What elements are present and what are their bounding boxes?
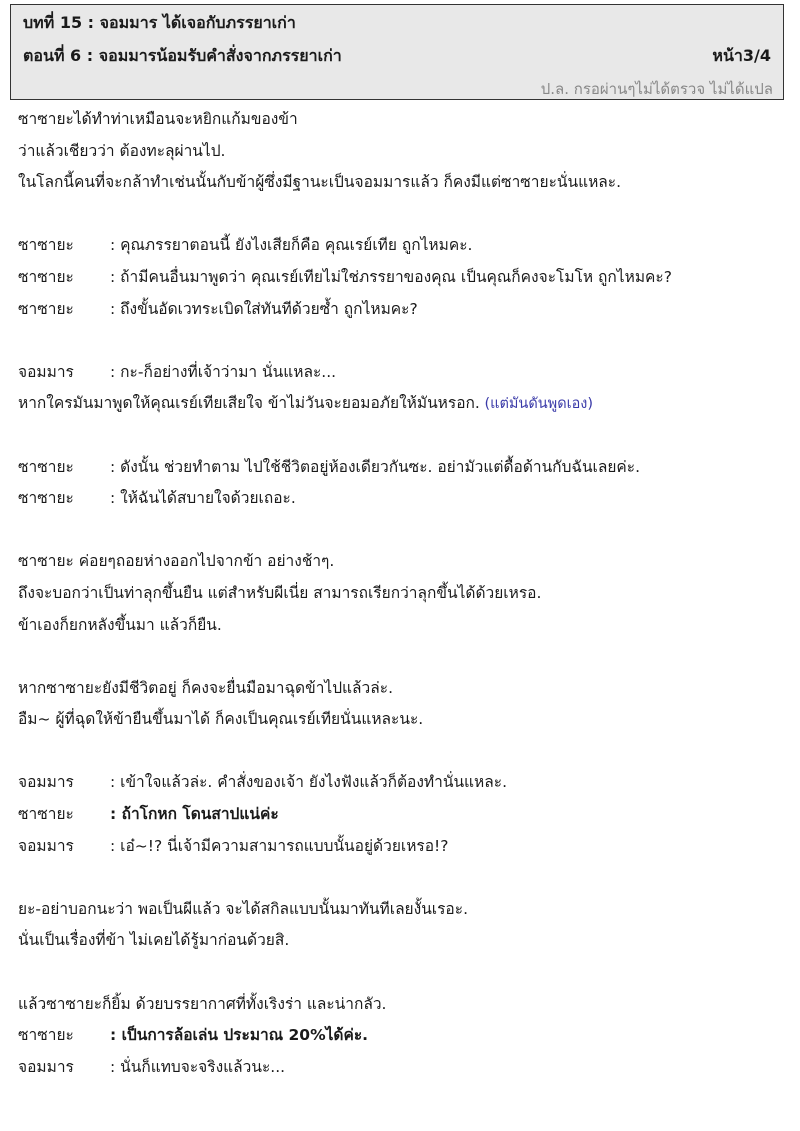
line-text: ในโลกนี้คนที่จะกล้าทำเช่นนั้นกับข้าผู้ซึ่งมีฐานะเป็นจอมมารแล้ว ก็คงมีแต่ซาซายะนั่นแหละ. bbox=[18, 173, 622, 192]
line-text: หากซาซายะยังมีชีวิตอยู่ ก็คงจะยื่นมือมาฉุดข้าไปแล้วล่ะ. bbox=[18, 678, 393, 697]
line-text: : ถ้าโกหก โดนสาปแน่ค่ะ bbox=[110, 805, 279, 824]
speaker-name: ซาซายะ bbox=[18, 236, 74, 255]
line-text: แล้วซาซายะก็ยิ้ม ด้วยบรรยากาศที่ทั้งเริงร่า และน่ากลัว. bbox=[18, 994, 387, 1013]
narration-line bbox=[18, 136, 788, 168]
line-text: ถึงจะบอกว่าเป็นท่าลุกขึ้นยืน แต่สำหรับผีเนี่ย สามารถเรียกว่าลุกขึ้นได้ด้วยเหรอ. bbox=[18, 583, 542, 602]
narration-line bbox=[18, 894, 788, 926]
narration-line bbox=[18, 610, 788, 642]
dialogue-line bbox=[18, 294, 788, 326]
line-text: : กะ-ก็อย่างที่เจ้าว่ามา นั่นแหละ... bbox=[110, 362, 337, 381]
chapter-header bbox=[10, 4, 784, 100]
line-text: ซาซายะ ค่อยๆถอยห่างออกไปจากข้า อย่างช้าๆ. bbox=[18, 552, 335, 571]
narration-line bbox=[18, 704, 788, 736]
speaker-name: จอมมาร bbox=[18, 773, 74, 792]
blank-line bbox=[18, 736, 788, 768]
line-text: : ถ้ามีคนอื่นมาพูดว่า คุณเรย์เทียไม่ใช่ภรรยาของคุณ เป็นคุณก็คงจะโมโห ถูกไหมคะ? bbox=[110, 267, 672, 286]
narration-line bbox=[18, 546, 788, 578]
speaker-name: ซาซายะ bbox=[18, 457, 74, 476]
blank-line bbox=[18, 515, 788, 547]
narration-line bbox=[18, 388, 788, 420]
line-text: : ถึงขั้นอัดเวทระเบิดใส่ทันทีด้วยซ้ำ ถูกไหมคะ? bbox=[110, 299, 418, 318]
narration-line bbox=[18, 925, 788, 957]
speaker-name: ซาซายะ bbox=[18, 805, 74, 824]
dialogue-line bbox=[18, 1052, 788, 1084]
blank-line bbox=[18, 325, 788, 357]
chapter-title: บทที่ 15 : จอมมาร ได้เจอกับภรรยาเก่า bbox=[23, 13, 296, 32]
line-text: นั่นเป็นเรื่องที่ข้า ไม่เคยได้รู้มาก่อนด้วยสิ. bbox=[18, 931, 290, 950]
speaker-name: ซาซายะ bbox=[18, 489, 74, 508]
dialogue-line bbox=[18, 230, 788, 262]
dialogue-line bbox=[18, 483, 788, 515]
line-text: : เอ๋~!? นี่เจ้ามีความสามารถแบบนั้นอยู่ด้วยเหรอ!? bbox=[110, 836, 449, 855]
translator-note: ป.ล. กรอผ่านๆไม่ได้ตรวจ ไม่ได้แปล bbox=[540, 80, 773, 98]
line-text: ยะ-อย่าบอกนะว่า พอเป็นผีแล้ว จะได้สกิลแบบนั้นมาทันทีเลยงั้นเรอะ. bbox=[18, 899, 468, 918]
narration-line bbox=[18, 673, 788, 705]
blank-line bbox=[18, 199, 788, 231]
line-text: : เข้าใจแล้วล่ะ. คำสั่งของเจ้า ยังไงฟังแล้วก็ต้องทำนั่นแหละ. bbox=[110, 773, 507, 792]
speaker-name: ซาซายะ bbox=[18, 299, 74, 318]
speaker-name: ซาซายะ bbox=[18, 267, 74, 286]
line-text: : นั่นก็แทบจะจริงแล้วนะ... bbox=[110, 1057, 286, 1076]
narration-line bbox=[18, 167, 788, 199]
dialogue-line bbox=[18, 262, 788, 294]
dialogue-line bbox=[18, 452, 788, 484]
episode-title: ตอนที่ 6 : จอมมารน้อมรับคำสั่งจากภรรยาเก่า bbox=[23, 46, 342, 65]
blank-line bbox=[18, 957, 788, 989]
story-text bbox=[18, 104, 788, 1083]
speaker-name: ซาซายะ bbox=[18, 1026, 74, 1045]
dialogue-line bbox=[18, 831, 788, 863]
author-aside-note: (แต่มันดันพูดเอง) bbox=[479, 396, 594, 413]
line-text: : คุณภรรยาตอนนี้ ยังไงเสียก็คือ คุณเรย์เทีย ถูกไหมคะ. bbox=[110, 236, 473, 255]
narration-line bbox=[18, 578, 788, 610]
line-text: ข้าเองก็ยกหลังขึ้นมา แล้วก็ยืน. bbox=[18, 615, 222, 634]
speaker-name: จอมมาร bbox=[18, 362, 74, 381]
narration-line bbox=[18, 104, 788, 136]
speaker-name: จอมมาร bbox=[18, 1057, 74, 1076]
line-text: ว่าแล้วเชียวว่า ต้องทะลุผ่านไป. bbox=[18, 141, 226, 160]
blank-line bbox=[18, 862, 788, 894]
dialogue-line bbox=[18, 357, 788, 389]
line-text: ซาซายะได้ทำท่าเหมือนจะหยิกแก้มของข้า bbox=[18, 110, 298, 128]
line-text: อืม~ ผู้ที่ฉุดให้ข้ายืนขึ้นมาได้ ก็คงเป็นคุณเรย์เทียนั่นแหละนะ. bbox=[18, 710, 424, 729]
dialogue-line bbox=[18, 799, 788, 831]
line-text: : ให้ฉันได้สบายใจด้วยเถอะ. bbox=[110, 489, 296, 508]
narration-line bbox=[18, 989, 788, 1021]
dialogue-line bbox=[18, 767, 788, 799]
line-text: : เป็นการล้อเล่น ประมาณ 20%ได้ค่ะ. bbox=[110, 1026, 369, 1045]
blank-line bbox=[18, 641, 788, 673]
blank-line bbox=[18, 420, 788, 452]
speaker-name: จอมมาร bbox=[18, 836, 74, 855]
line-text: : ดังนั้น ช่วยทำตาม ไปใช้ชีวิตอยู่ห้องเดียวกันซะ. อย่ามัวแต่ดื้อด้านกับฉันเลยค่ะ. bbox=[110, 457, 641, 476]
page-number: หน้า3/4 bbox=[712, 46, 771, 65]
dialogue-line bbox=[18, 1020, 788, 1052]
line-text: หากใครมันมาพูดให้คุณเรย์เทียเสียใจ ข้าไม่วันจะยอมอภัยให้มันหรอก. bbox=[18, 394, 480, 413]
